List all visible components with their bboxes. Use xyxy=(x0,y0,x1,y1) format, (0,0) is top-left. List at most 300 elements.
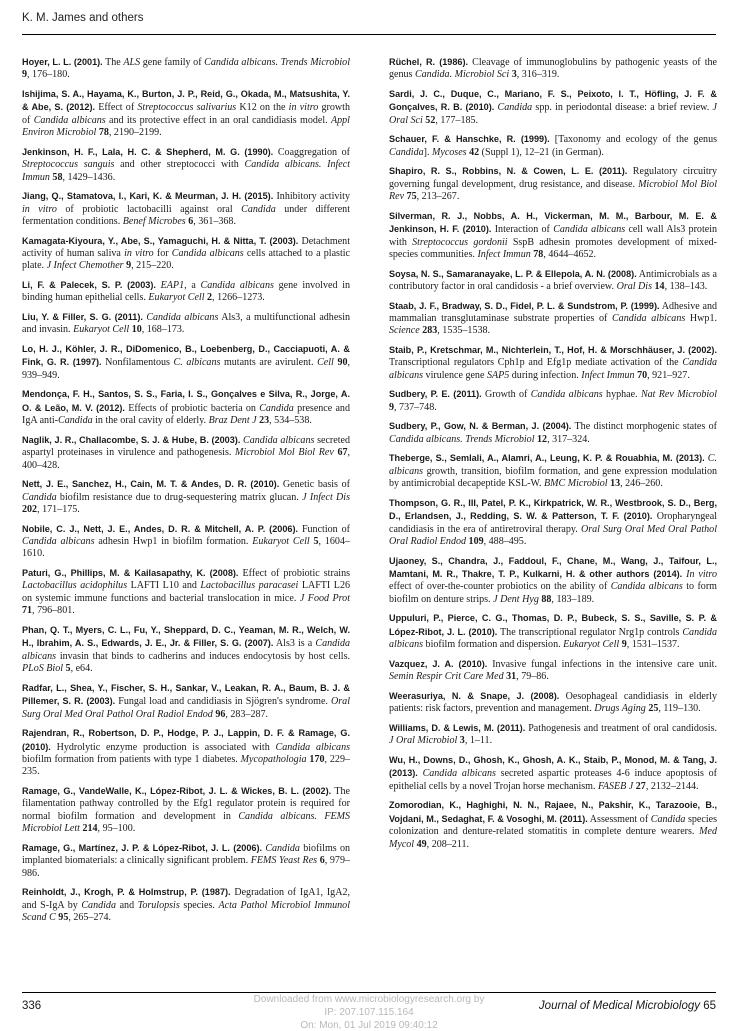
reference-volume: 88 xyxy=(541,593,552,605)
reference-text: of probiotic lactobacilli against oral xyxy=(56,203,242,215)
reference-italic: C. albicans xyxy=(389,453,718,477)
reference-text: K12 on the xyxy=(236,102,289,114)
reference-text: secreted aspartyl proteinases in virulence and pathogenesis. xyxy=(22,434,350,459)
reference-volume: 25 xyxy=(648,703,659,715)
reference-authors: Thompson, G. R., III, Patel, P. K., Kirkpatrick, W. R., Westbrook, S. D., Berg, D., Erlandsen, J., Redding, S. W. & Patterson, T. F. (2010). xyxy=(389,497,717,522)
reference-italic: Streptococcus gordonii xyxy=(412,236,508,248)
reference-text: , e64. xyxy=(70,663,93,675)
reference-volume: 9 xyxy=(126,260,132,272)
reference-text: , 1604–1610. xyxy=(22,536,351,560)
reference-text: cells attached to a plastic plate. xyxy=(22,248,351,272)
reference-authors: Sudbery, P. E. (2011). xyxy=(389,389,482,400)
reference-authors: Phan, Q. T., Myers, C. L., Fu, Y., Sheppard, D. C., Yeaman, M. R., Welch, W. H., Ibrahim, A. S., Edwards, J. E., Jr. & Filler, S. G. (2007). xyxy=(22,624,350,649)
reference-text: and other streptococci with xyxy=(114,159,245,171)
reference-text: , 119–130. xyxy=(658,703,701,715)
reference-entry xyxy=(22,785,350,836)
reference-entry xyxy=(22,478,350,516)
reference-text: , 921–927. xyxy=(647,369,690,381)
reference-volume: 27 xyxy=(635,780,646,792)
reference-text: , 979–986. xyxy=(22,855,350,879)
reference-authors: Weerasuriya, N. & Snape, J. (2008). xyxy=(389,690,560,701)
reference-authors: Rajendran, R., Robertson, D. P., Hodge, P. J., Lappin, D. F. & Ramage, G. (2010). xyxy=(22,728,350,752)
reference-text: , 168–173. xyxy=(141,324,185,336)
reference-volume: 95 xyxy=(58,911,69,923)
reference-text: , 208–211. xyxy=(426,838,469,850)
reference-italic: Candida albicans. Infect Immun xyxy=(22,159,350,183)
reference-entry xyxy=(22,434,350,472)
reference-italic: Candida xyxy=(497,102,533,114)
reference-text: , 400–428. xyxy=(22,447,350,471)
reference-entry xyxy=(389,722,717,748)
reference-text: , 176–180. xyxy=(27,69,70,81)
reference-authors: Uppuluri, P., Pierce, C. G., Thomas, D. P., Bubeck, S. S., Saville, S. P. & López-Ribot, J. L. (2010). xyxy=(389,613,717,637)
reference-entry xyxy=(389,165,717,203)
reference-italic: Candida albicans xyxy=(171,248,244,260)
reference-volume: 283 xyxy=(422,325,438,337)
reference-italic: Benef Microbes xyxy=(122,216,186,228)
reference-text: for xyxy=(153,248,172,260)
reference-text: biofilm formation from patients with type 1 diabetes. xyxy=(22,753,241,765)
reference-text: Effect of probiotic strains xyxy=(238,568,351,580)
reference-authors: Soysa, N. S., Samaranayake, L. P. & Ellepola, A. N. (2008). xyxy=(389,268,637,279)
reference-text: gene family of xyxy=(140,57,205,68)
reference-entry xyxy=(389,497,717,549)
reference-volume: 58 xyxy=(52,171,63,183)
reference-text: Oropharyngeal candidiasis in the era of antiretroviral therapy. xyxy=(389,511,717,535)
reference-text: , 737–748. xyxy=(394,401,437,413)
reference-entry xyxy=(22,88,350,140)
reference-text: , 215–220. xyxy=(131,260,174,272)
reference-text: Nonfilamentous xyxy=(101,357,174,369)
reference-italic: Candida. Microbiol Sci xyxy=(414,69,510,81)
reference-italic: Med Mycol xyxy=(389,826,717,850)
journal-name: Journal of Medical Microbiology xyxy=(538,1000,700,1012)
reference-text: Transcriptional regulators Cph1p and Efg1p mediate activation of the xyxy=(389,357,683,369)
reference-italic: Braz Dent J xyxy=(208,415,257,427)
reference-text: , 1266–1273. xyxy=(212,292,265,304)
reference-text: , 2132–2144. xyxy=(645,780,699,792)
reference-text: biofilm formation and dispersion. xyxy=(423,639,564,651)
reference-text: , 534–538. xyxy=(269,415,312,427)
reference-italic: Nat Rev Microbiol xyxy=(640,389,717,401)
reference-italic: Candida albicans xyxy=(422,768,496,780)
reference-italic: FASEB J xyxy=(598,780,634,792)
reference-italic: Eukaryot Cell xyxy=(73,324,130,336)
reference-volume: 96 xyxy=(215,708,226,720)
reference-italic: in vitro xyxy=(22,203,57,215)
reference-text: adhesin Hwp1 in biofilm formation. xyxy=(94,536,253,548)
reference-entry xyxy=(389,88,717,127)
reference-text: virulence gene xyxy=(423,369,487,381)
reference-text: spp. in periodontal disease: a brief review. xyxy=(532,102,713,114)
reference-volume: 14 xyxy=(654,281,665,293)
reference-italic: Candida albicans xyxy=(610,581,683,593)
reference-text: species. xyxy=(179,899,219,911)
reference-text: Hwp1. xyxy=(685,313,717,325)
reference-italic: Candida albicans xyxy=(389,357,717,381)
reference-text: Antimicrobials as a contributory factor in oral candidosis - a brief overview. xyxy=(389,268,717,293)
reference-entry xyxy=(22,842,350,880)
reference-authors: Liu, Y. & Filler, S. G. (2011). xyxy=(22,312,143,323)
reference-volume: 5 xyxy=(65,663,71,675)
reference-text: , 283–287. xyxy=(225,708,269,720)
header-rule xyxy=(22,34,716,35)
reference-text: Invasive fungal infections in the intensive care unit. xyxy=(487,658,717,670)
reference-text: , 1535–1538. xyxy=(437,325,491,337)
reference-volume: 67 xyxy=(337,447,348,459)
reference-italic: in vitro xyxy=(288,102,319,114)
reference-authors: Radfar, L., Shea, Y., Fischer, S. H., Sankar, V., Leakan, R. A., Baum, B. J. & Pillemer, S. R. (2003). xyxy=(22,682,350,707)
reference-volume: 5 xyxy=(313,536,319,548)
reference-text: SspB adhesin promotes development of mixed-species communities. xyxy=(389,236,718,261)
reference-italic: Candida xyxy=(259,402,294,414)
reference-italic: in vitro xyxy=(124,248,154,260)
reference-text: Adhesive and mammalian transglutaminase substrate properties of xyxy=(389,300,717,325)
reference-italic: Streptococcus salivarius xyxy=(137,102,237,114)
reference-volume: 90 xyxy=(337,357,348,369)
reference-volume: 31 xyxy=(506,671,517,683)
reference-text: , 316–319. xyxy=(516,69,560,81)
reference-entry xyxy=(22,146,350,184)
reference-entry xyxy=(389,799,717,851)
reference-authors: Naglik, J. R., Challacombe, S. J. & Hube, B. (2003). xyxy=(22,434,241,445)
reference-italic: Lactobacillus acidophilus xyxy=(22,580,128,592)
reference-authors: Staab, J. F., Bradway, S. D., Fidel, P. L. & Sundstrom, P. (1999). xyxy=(389,300,660,311)
reference-entry xyxy=(389,555,717,607)
reference-authors: Ramage, G., Martínez, J. P. & López-Ribot, J. L. (2006). xyxy=(22,842,263,853)
reference-volume: 78 xyxy=(533,249,544,261)
reference-text: Oesophageal candidiasis in elderly patients: risk factors, prevention and management. xyxy=(389,690,717,715)
reference-italic: Cell xyxy=(317,357,334,369)
reference-italic: Candida xyxy=(58,415,93,427)
reference-text: Regulatory circuitry governing fungal development, drug resistance, and disease. xyxy=(389,166,717,190)
reference-italic: Appl Environ Microbiol xyxy=(22,114,350,139)
reference-text: , 488–495. xyxy=(483,536,527,548)
reference-authors: Li, F. & Palecek, S. P. (2003). xyxy=(22,280,156,291)
reference-italic: PLoS Biol xyxy=(22,663,64,675)
reference-italic: Oral Dis xyxy=(616,281,653,293)
reference-entry xyxy=(22,279,350,305)
reference-text: biofilms on implanted biomaterials: a clinically significant problem. xyxy=(22,842,350,867)
reference-text: Coaggregation of xyxy=(273,146,350,158)
reference-text: , 246–260. xyxy=(620,478,663,490)
reference-text: Assessment of xyxy=(587,813,651,825)
reference-entry xyxy=(389,388,717,414)
reference-volume: 13 xyxy=(610,478,621,490)
reference-entry xyxy=(389,612,717,651)
reference-entry xyxy=(22,56,350,82)
reference-entry xyxy=(22,311,350,337)
reference-italic: Candida albicans xyxy=(22,638,351,662)
reference-italic: Candida xyxy=(650,813,686,825)
reference-italic: BMC Microbiol xyxy=(544,478,608,490)
reference-text: Detachment activity of human saliva xyxy=(22,235,350,260)
reference-text: , 361–368. xyxy=(193,216,236,228)
reference-text: [Taxonomy and ecology of the genus xyxy=(549,134,717,146)
reference-italic: Eukaryot Cell xyxy=(252,536,310,548)
reference-volume: 71 xyxy=(22,605,33,617)
reference-text: The xyxy=(102,57,124,68)
reference-italic: Oral Surg Oral Med Oral Pathol Oral Radiol Endod xyxy=(22,696,350,720)
reference-entry xyxy=(389,344,717,382)
reference-italic: J Infect Chemother xyxy=(46,260,124,272)
reference-volume: 9 xyxy=(22,69,28,81)
reference-text: , 95–100. xyxy=(97,823,136,835)
reference-text: cell wall Als3 protein with xyxy=(389,224,718,248)
reference-italic: Candida xyxy=(389,146,424,158)
reference-italic: Microbiol Mol Biol Rev xyxy=(389,178,717,203)
reference-entry xyxy=(22,235,350,273)
reference-text: , 177–185. xyxy=(435,114,479,126)
reference-volume: 9 xyxy=(621,639,627,651)
reference-italic: J Oral Sci xyxy=(389,102,718,126)
reference-column-right xyxy=(389,56,717,857)
reference-text: The transcriptional regulator Nrg1p controls xyxy=(497,626,683,638)
reference-text: Cleavage of immunoglobulins by pathogenic yeasts of the genus xyxy=(389,57,717,81)
reference-text: presence and IgA anti- xyxy=(22,402,350,427)
reference-text: , 939–949. xyxy=(22,357,350,381)
reference-authors: Ujaoney, S., Chandra, J., Faddoul, F., Chane, M., Wang, J., Taifour, L., Mamtani, M. R., Thakre, T. P., Kulkarni, H. & other authors (2014). xyxy=(389,555,717,580)
reference-text: biofilm resistance due to drug-sequestering matrix glucan. xyxy=(56,491,303,503)
reference-authors: Ramage, G., VandeWalle, K., López-Ribot, J. L. & Wickes, B. L. (2002). xyxy=(22,785,332,796)
reference-text: invasin that binds to cadherins and induces endocytosis by host cells. xyxy=(56,650,350,662)
reference-italic: Candida albicans xyxy=(146,312,219,324)
reference-text: , 138–143. xyxy=(664,281,708,293)
reference-authors: Zomorodian, K., Haghighi, N. N., Rajaee, N., Pakshir, K., Tarazooie, B., Vojdani, M., Sedaghat, F. & Vosoghi, M. (2011). xyxy=(389,800,717,824)
reference-italic: C. albicans xyxy=(173,357,221,369)
reference-text: Function of xyxy=(298,523,350,535)
reference-italic: ALS xyxy=(123,57,141,68)
reference-italic: Mycopathologia xyxy=(240,753,307,765)
reference-text: (Suppl 1), 12–21 (in German). xyxy=(479,146,604,158)
reference-authors: Sardi, J. C., Duque, C., Mariano, F. S., Peixoto, I. T., Höfling, J. F. & Gonçalves, R. B. (2010). xyxy=(389,89,717,113)
reference-text: Pathogenesis and treatment of oral candidosis. xyxy=(525,722,717,734)
reference-entry xyxy=(389,690,717,716)
reference-text: effect of over-the-counter probiotics on the ability of xyxy=(389,581,611,593)
reference-text: , 1429–1436. xyxy=(62,171,116,183)
running-head: K. M. James and others xyxy=(22,12,144,24)
reference-text: , 229–235. xyxy=(22,753,350,778)
reference-text: Degradation of IgA1, IgA2, and S-IgA by xyxy=(22,887,350,911)
reference-entry xyxy=(389,452,717,490)
reference-text: Genetic basis of xyxy=(279,479,350,491)
reference-volume: 2 xyxy=(207,292,213,304)
reference-text: The distinct morphogenic states of xyxy=(571,421,717,433)
reference-authors: Mendonça, F. H., Santos, S. S., Faria, I. S., Gonçalves e Silva, R., Jorge, A. O. & Leão, M. V. (2012). xyxy=(22,389,350,413)
reference-italic: Candida albicans. Trends Microbiol xyxy=(389,433,535,445)
reference-italic: EAP1 xyxy=(160,280,185,292)
reference-italic: Candida albicans. FEMS Microbiol Lett xyxy=(22,810,350,835)
reference-authors: Lo, H. J., Köhler, J. R., DiDomenico, B., Loebenberg, D., Cacciapuoti, A. & Fink, G. R. (1997). xyxy=(22,344,350,368)
reference-authors: Shapiro, R. S., Robbins, N. & Cowen, L. E. (2011). xyxy=(389,166,628,177)
reference-entry xyxy=(389,210,717,262)
reference-text: Als3, a multifunctional adhesin and invasin. xyxy=(22,312,351,336)
reference-volume: 214 xyxy=(82,823,98,835)
reference-text: mutants are avirulent. xyxy=(220,357,318,369)
reference-volume: 202 xyxy=(22,504,38,516)
reference-entry xyxy=(22,886,350,924)
reference-authors: Wu, H., Downs, D., Ghosh, K., Ghosh, A. K., Staib, P., Monod, M. & Tang, J. (2013). xyxy=(389,754,717,779)
reference-authors: Kamagata-Kiyoura, Y., Abe, S., Yamaguchi, H. & Nitta, T. (2003). xyxy=(22,235,299,246)
reference-italic: SAP5 xyxy=(486,369,510,381)
reference-text: , 265–274. xyxy=(68,911,112,923)
reference-text: The filamentation pathway controlled by the Efg1 regulator protein is required for normal biofilm formation and development in xyxy=(22,785,350,822)
reference-italic: FEMS Yeast Res xyxy=(250,855,318,867)
footer-rule xyxy=(22,992,716,993)
reference-text: , 317–324. xyxy=(547,433,590,445)
reference-italic: J Dent Hyg xyxy=(493,593,539,605)
reference-italic: Torulopsis xyxy=(137,899,180,911)
reference-italic: J Oral Microbiol xyxy=(389,735,458,747)
reference-text: ]. xyxy=(423,146,432,158)
reference-italic: Candida albicans xyxy=(553,224,626,236)
reference-authors: Rüchel, R. (1986). xyxy=(389,57,469,67)
reference-italic: Infect Immun xyxy=(581,369,635,381)
reference-volume: 42 xyxy=(469,146,480,158)
reference-text: in the oral cavity of elderly. xyxy=(92,415,209,427)
reference-italic: Candida albicans. Trends Microbiol xyxy=(204,57,350,68)
reference-italic: Oral Surg Oral Med Oral Pathol Oral Radiol Endod xyxy=(389,523,717,548)
reference-authors: Reinholdt, J., Krogh, P. & Holmstrup, P. (1987). xyxy=(22,887,231,898)
reference-volume: 52 xyxy=(425,114,436,126)
reference-italic: Candida albicans xyxy=(200,280,274,292)
reference-text: Effects of probiotic bacteria on xyxy=(124,402,260,414)
reference-authors: Sudbery, P., Gow, N. & Berman, J. (2004). xyxy=(389,421,572,432)
reference-text: LAFTI L10 and xyxy=(127,580,201,592)
reference-entry xyxy=(389,300,717,338)
reference-italic: Candida xyxy=(241,203,276,215)
reference-text: LAFTI L26 on systemic immune functions and bacterial translocation in mice. xyxy=(22,580,350,604)
reference-authors: Nobile, C. J., Nett, J. E., Andes, D. R. & Mitchell, A. P. (2006). xyxy=(22,523,298,534)
reference-text: and its protective effect in an oral candidiasis model. xyxy=(105,114,331,126)
reference-authors: Vazquez, J. A. (2010). xyxy=(389,658,488,669)
reference-italic: Streptococcus sanguis xyxy=(22,159,115,171)
reference-italic: Eukaryot Cell xyxy=(148,292,205,304)
reference-volume: 10 xyxy=(131,324,142,336)
reference-text: secreted aspartic proteases 4-6 induce apoptosis of epithelial cells by a novel Trojan horse mechanism. xyxy=(389,768,718,792)
page-number: 336 xyxy=(22,1000,42,1012)
reference-entry xyxy=(22,567,350,618)
reference-italic: Candida albicans xyxy=(275,741,350,753)
reference-entry xyxy=(22,682,350,721)
reference-column-left xyxy=(22,56,350,931)
journal-volume: 65 xyxy=(703,1000,716,1012)
reference-entry xyxy=(389,420,717,446)
reference-text: Als3 is a xyxy=(273,638,316,650)
reference-authors: Paturi, G., Phillips, M. & Kailasapathy, K. (2008). xyxy=(22,568,239,579)
reference-italic: Candida xyxy=(81,899,116,911)
download-watermark-line: Downloaded from www.microbiologyresearch.org by xyxy=(253,994,485,1005)
reference-text: , 79–86. xyxy=(516,671,549,683)
reference-text: , 2190–2199. xyxy=(108,127,162,139)
reference-text: , 1531–1537. xyxy=(626,639,680,651)
reference-entry xyxy=(22,343,350,382)
reference-text: , 1–11. xyxy=(464,735,493,747)
reference-text: and xyxy=(115,899,138,911)
reference-entry xyxy=(22,624,350,676)
reference-entry xyxy=(22,523,350,561)
reference-italic: Mycoses xyxy=(432,146,467,158)
reference-italic: Microbiol Mol Biol Rev xyxy=(235,447,334,459)
reference-text: Interaction of xyxy=(491,224,554,236)
reference-italic: Candida xyxy=(265,842,300,854)
reference-text: growth, transition, biofilm formation, and gene expression modulation by antimicrobial decapeptide KSL-W. xyxy=(389,465,717,490)
reference-entry xyxy=(22,388,350,427)
reference-text: , 183–189. xyxy=(551,593,595,605)
reference-volume: 70 xyxy=(637,369,648,381)
reference-italic: Eukaryot Cell xyxy=(563,639,620,651)
reference-authors: Silverman, R. J., Nobbs, A. H., Vickerman, M. M., Barbour, M. E. & Jenkinson, H. F. (2010). xyxy=(389,210,717,235)
reference-volume: 6 xyxy=(188,216,194,228)
reference-italic: Candida albicans xyxy=(611,313,686,325)
reference-italic: Candida albicans xyxy=(243,434,315,446)
reference-italic: Candida xyxy=(22,491,57,503)
download-watermark-line: IP: 207.107.115.164 xyxy=(324,1007,414,1018)
reference-entry xyxy=(389,754,717,793)
reference-volume: 78 xyxy=(98,127,109,139)
reference-text: under different fermentation conditions. xyxy=(22,203,350,228)
reference-volume: 9 xyxy=(389,401,395,413)
reference-italic: Candida albicans xyxy=(530,389,603,401)
reference-authors: Jiang, Q., Stamatova, I., Kari, K. & Meurman, J. H. (2015). xyxy=(22,191,274,202)
download-watermark-line: On: Mon, 01 Jul 2019 09:40:12 xyxy=(300,1020,438,1031)
reference-text: , 796–801. xyxy=(32,605,75,617)
reference-text: Hydrolytic enzyme production is associated with xyxy=(50,741,276,753)
reference-text: species colonization and denture-related stomatitis in complete denture wearers. xyxy=(389,813,717,838)
reference-italic: Infect Immun xyxy=(477,249,531,261)
reference-italic: Lactobacillus paracasei xyxy=(200,580,299,592)
reference-text: Growth of xyxy=(481,389,531,401)
reference-text: , a xyxy=(184,280,201,292)
reference-entry xyxy=(389,658,717,684)
reference-volume: 3 xyxy=(511,69,517,81)
reference-authors: Staib, P., Kretschmar, M., Nichterlein, T., Hof, H. & Morschhäuser, J. (2002). xyxy=(389,345,717,356)
reference-entry xyxy=(389,133,717,159)
reference-volume: 75 xyxy=(406,191,417,203)
reference-volume: 23 xyxy=(259,415,270,427)
reference-entry xyxy=(389,56,717,82)
reference-authors: Hoyer, L. L. (2001). xyxy=(22,57,103,67)
reference-entry xyxy=(22,190,350,228)
reference-volume: 12 xyxy=(537,433,548,445)
reference-authors: Theberge, S., Semlali, A., Alamri, A., Leung, K. P. & Rouabhia, M. (2013). xyxy=(389,453,705,464)
reference-text: , 4644–4652. xyxy=(543,249,597,261)
reference-entry xyxy=(389,268,717,294)
reference-italic: J Food Prot xyxy=(299,592,350,604)
reference-text: growth of xyxy=(22,102,350,126)
reference-italic: J Infect Dis xyxy=(302,491,350,503)
reference-volume: 109 xyxy=(468,536,484,548)
reference-text: Fungal load and candidiasis in Sjögren's syndrome. xyxy=(115,696,332,708)
reference-italic: Semin Respir Crit Care Med xyxy=(389,671,504,683)
reference-text: hyphae. xyxy=(602,389,641,401)
reference-volume: 49 xyxy=(416,838,427,850)
reference-authors: Nett, J. E., Sanchez, H., Cain, M. T. & Andes, D. R. (2010). xyxy=(22,479,280,490)
reference-text: , 213–267. xyxy=(416,191,460,203)
reference-italic: Science xyxy=(389,325,420,337)
reference-italic: Candida albicans xyxy=(33,114,106,126)
reference-italic: Candida albicans xyxy=(389,626,717,651)
reference-text: Inhibitory activity xyxy=(273,191,350,203)
reference-entry xyxy=(22,727,350,779)
reference-authors: Schauer, F. & Hanschke, R. (1999). xyxy=(389,134,550,145)
reference-italic: Drugs Aging xyxy=(594,703,646,715)
reference-italic: Candida albicans xyxy=(22,536,95,548)
reference-text: Effect of xyxy=(95,102,138,114)
reference-volume: 6 xyxy=(319,855,325,867)
reference-authors: Jenkinson, H. F., Lala, H. C. & Shepherd, M. G. (1990). xyxy=(22,146,274,157)
reference-authors: Williams, D. & Lewis, M. (2011). xyxy=(389,722,526,733)
